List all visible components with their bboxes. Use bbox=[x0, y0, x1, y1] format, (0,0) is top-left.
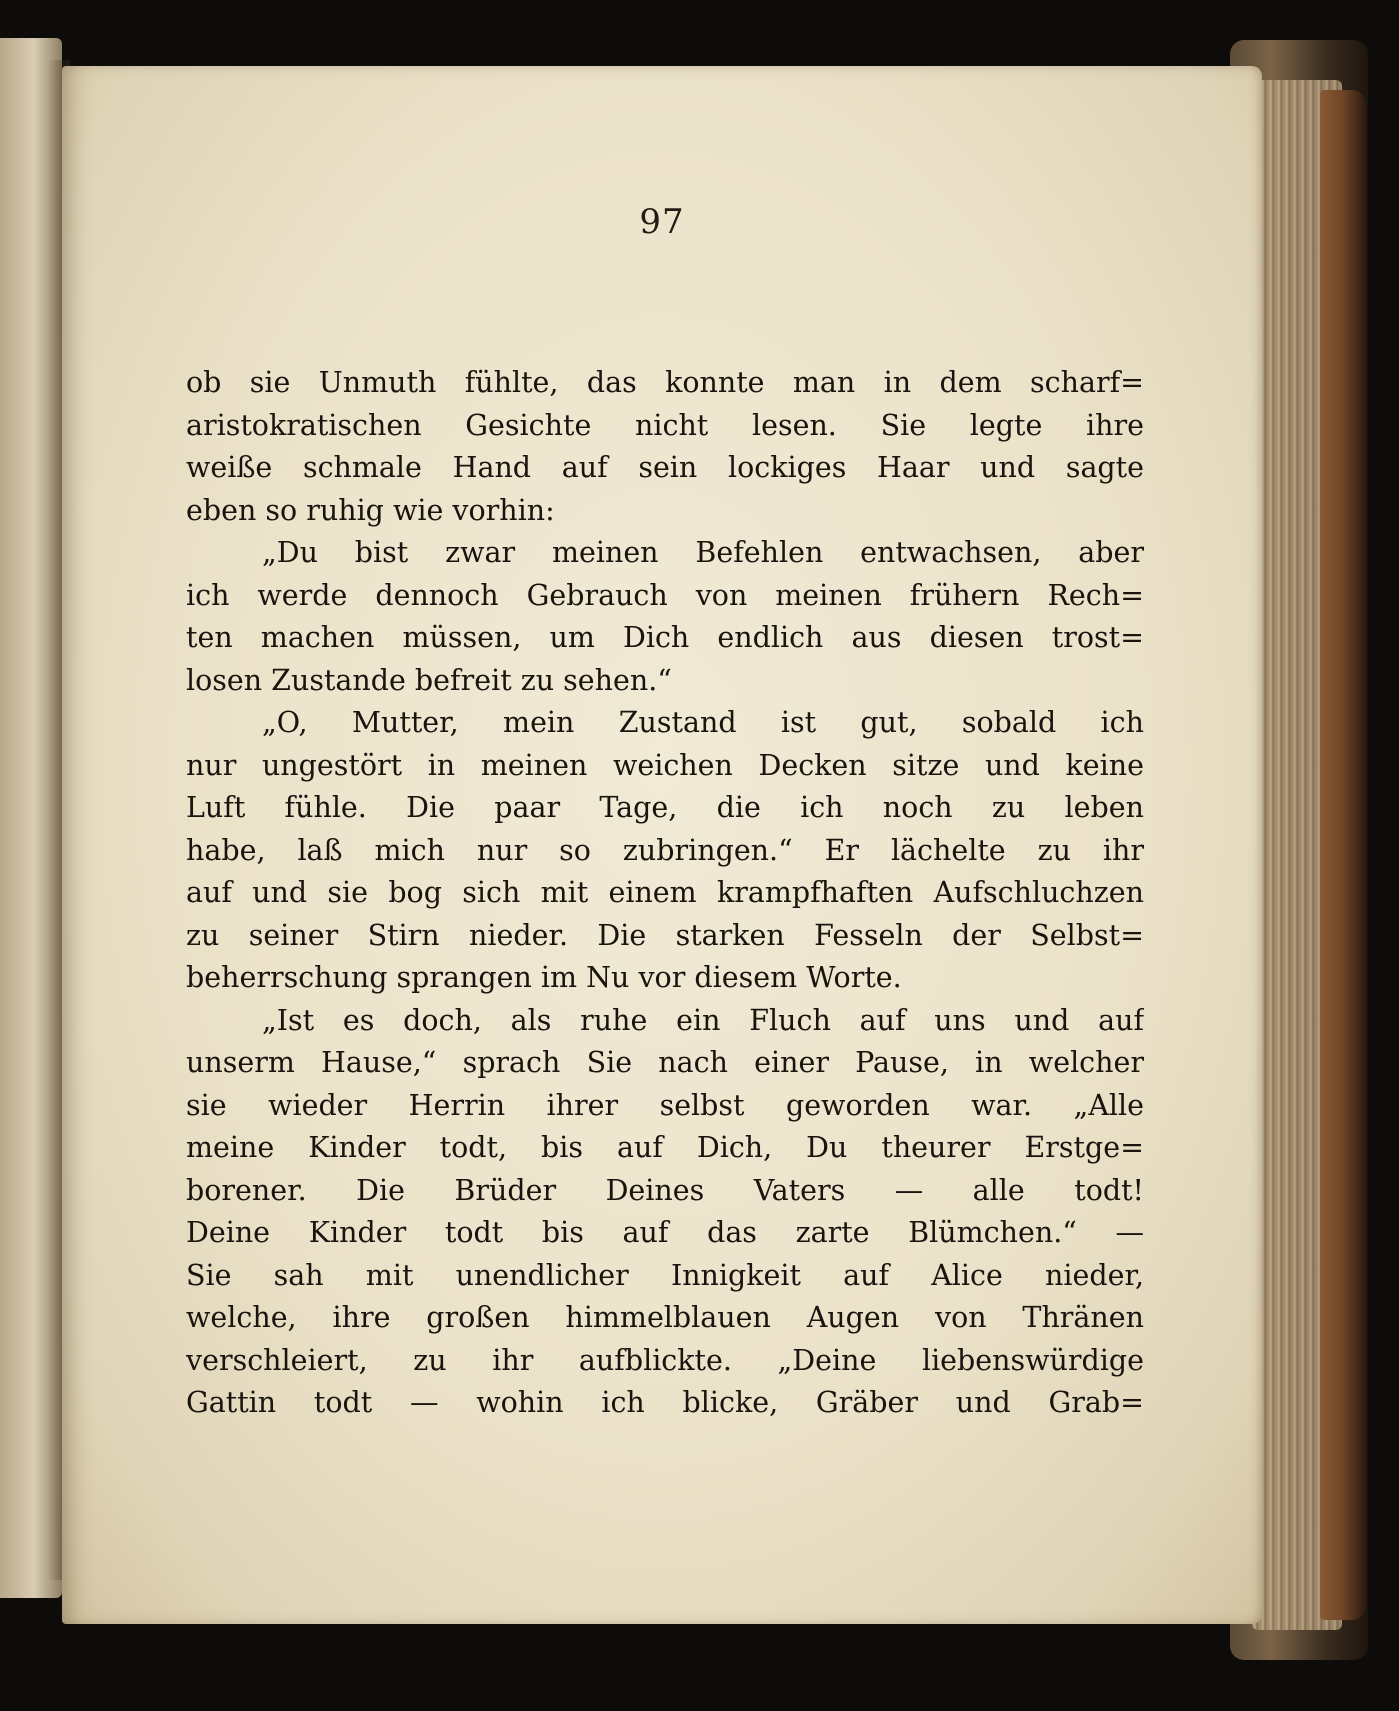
text-line: borener. Die Brüder Deines Vaters — alle todt! bbox=[186, 1173, 1144, 1207]
text-line: „Du bist zwar meinen Befehlen entwachsen, aber bbox=[262, 536, 1144, 569]
text-line: Gattin todt — wohin ich blicke, Gräber und Grab= bbox=[186, 1386, 1144, 1419]
page-number: 97 bbox=[639, 202, 685, 242]
text-line: losen Zustande befreit zu sehen.“ bbox=[186, 663, 672, 697]
text-line: weiße schmale Hand auf sein lockiges Haar und sagte bbox=[186, 451, 1144, 484]
text-line: meine Kinder todt, bis auf Dich, Du theurer Erstge= bbox=[186, 1131, 1144, 1164]
text-line: aristokratischen Gesichte nicht lesen. Sie legte ihre bbox=[186, 408, 1144, 442]
text-line: Sie sah mit unendlicher Innigkeit auf Alice nieder, bbox=[186, 1258, 1144, 1292]
text-line: ich werde dennoch Gebrauch von meinen frühern Rech= bbox=[186, 578, 1144, 612]
text-line: welche, ihre großen himmelblauen Augen von Thränen bbox=[186, 1301, 1144, 1334]
text-line: Luft fühle. Die paar Tage, die ich noch zu leben bbox=[186, 791, 1144, 824]
text-line: sie wieder Herrin ihrer selbst geworden war. „Alle bbox=[186, 1088, 1144, 1122]
text-line: verschleiert, zu ihr aufblickte. „Deine liebenswürdige bbox=[186, 1343, 1144, 1377]
text-line: habe, laß mich nur so zubringen.“ Er lächelte zu ihr bbox=[186, 833, 1144, 867]
book-page bbox=[62, 66, 1262, 1624]
text-line: Deine Kinder todt bis auf das zarte Blümchen.“ — bbox=[186, 1216, 1144, 1249]
text-line: eben so ruhig wie vorhin: bbox=[186, 493, 555, 527]
text-line: nur ungestört in meinen weichen Decken sitze und keine bbox=[186, 748, 1144, 782]
text-line: ten machen müssen, um Dich endlich aus diesen trost= bbox=[186, 621, 1144, 654]
text-line: auf und sie bog sich mit einem krampfhaften Aufschluchzen bbox=[186, 876, 1144, 909]
leather-binding bbox=[1320, 90, 1366, 1620]
text-line: „O, Mutter, mein Zustand ist gut, sobald ich bbox=[262, 706, 1144, 739]
text-line: unserm Hause,“ sprach Sie nach einer Pause, in welcher bbox=[186, 1046, 1144, 1079]
text-line: zu seiner Stirn nieder. Die starken Fesseln der Selbst= bbox=[186, 918, 1144, 952]
text-line: „Ist es doch, als ruhe ein Fluch auf uns und auf bbox=[262, 1003, 1144, 1037]
text-line: ob sie Unmuth fühlte, das konnte man in dem scharf= bbox=[186, 366, 1144, 399]
text-line: beherrschung sprangen im Nu vor diesem Worte. bbox=[186, 961, 902, 994]
page-text bbox=[186, 362, 1144, 1425]
